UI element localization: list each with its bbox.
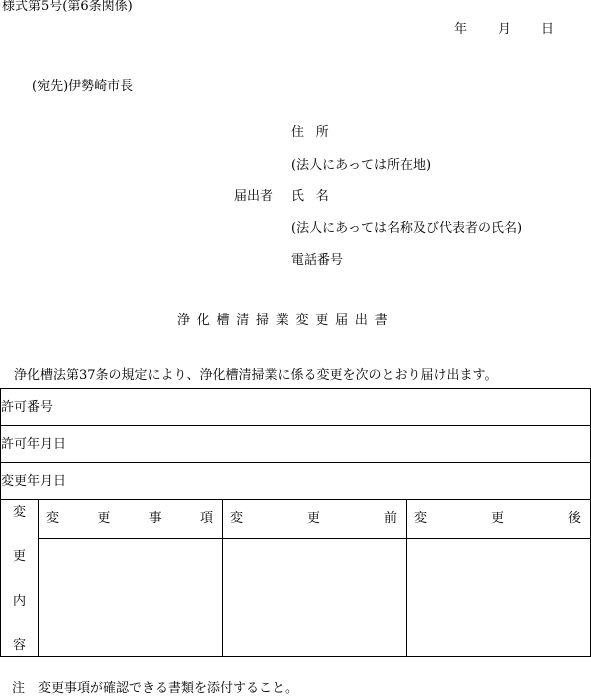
change-after-header: 変 更 後 <box>407 500 591 539</box>
permit-date-row <box>1 426 591 463</box>
change-form-table <box>0 388 591 657</box>
phone-label: 電話番号 <box>291 253 344 268</box>
address-label: 住所 <box>291 125 341 140</box>
date-year-label: 年 <box>454 22 468 37</box>
address-note: (法人にあっては所在地) <box>291 158 432 173</box>
permit-date-label: 許可年月日 <box>1 426 591 463</box>
change-header-row <box>1 500 591 539</box>
permit-number-label: 許可番号 <box>1 389 591 426</box>
change-content-label: 変 更 内 容 <box>1 500 39 657</box>
date-month-label: 月 <box>498 22 512 37</box>
filer-label: 届出者 <box>234 189 274 204</box>
name-note: (法人にあっては名称及び代表者の氏名) <box>291 221 523 236</box>
change-before-header: 変 更 前 <box>223 500 407 539</box>
name-label: 氏名 <box>291 189 341 204</box>
change-item-cell[interactable] <box>39 538 223 656</box>
change-after-cell[interactable] <box>407 538 591 656</box>
change-before-cell[interactable] <box>223 538 407 656</box>
change-date-row <box>1 463 591 500</box>
document-title: 浄化槽清掃業変更届出書 <box>177 313 395 328</box>
intro-text: 浄化槽法第37条の規定により、浄化槽清掃業に係る変更を次のとおり届け出ます。 <box>14 368 498 383</box>
date-day-label: 日 <box>541 22 555 37</box>
form-number: 様式第5号(第6条関係) <box>2 0 133 14</box>
permit-number-row <box>1 389 591 426</box>
addressee: (宛先)伊勢崎市長 <box>32 79 134 94</box>
footnote: 注 変更事項が確認できる書類を添付すること。 <box>12 681 299 696</box>
change-item-header: 変 更 事 項 <box>39 500 223 539</box>
change-body-row <box>1 538 591 656</box>
change-date-label: 変更年月日 <box>1 463 591 500</box>
